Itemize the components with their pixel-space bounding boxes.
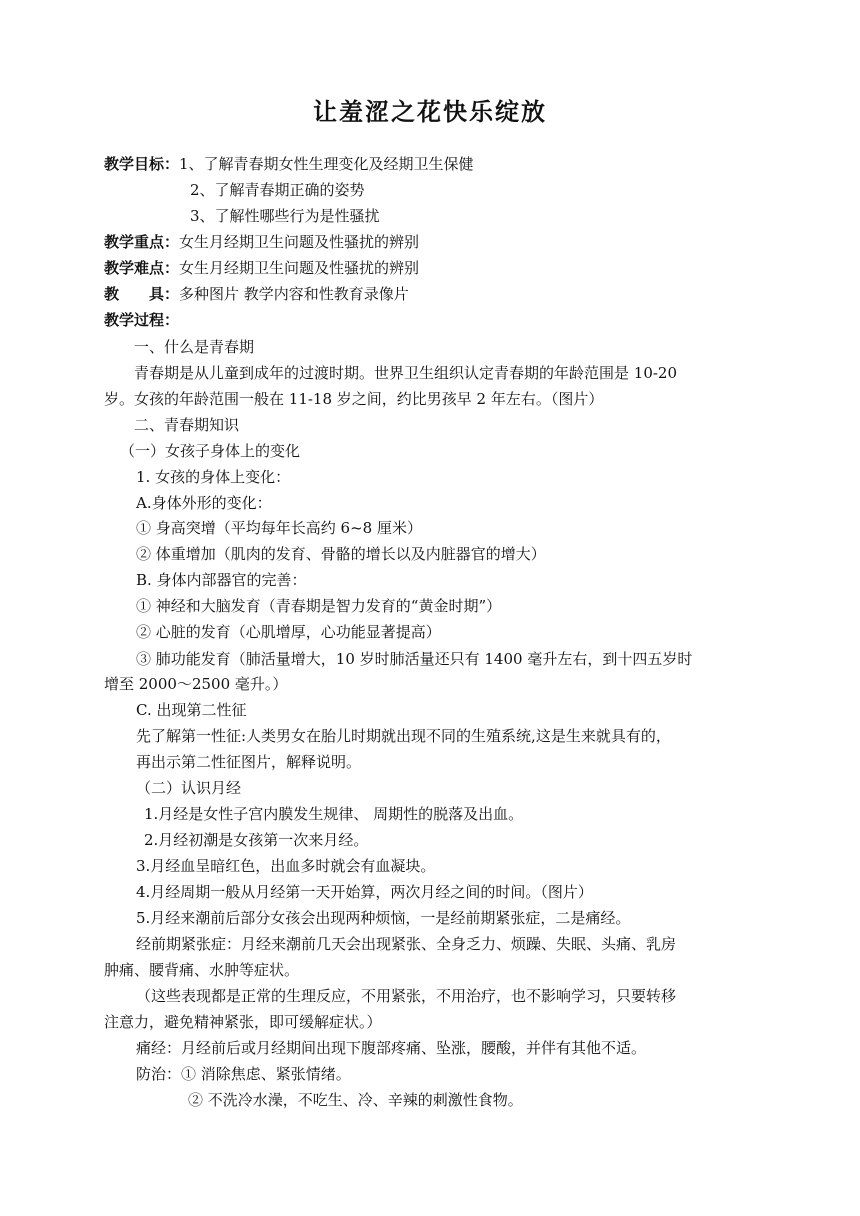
goal-item: 2、了解青春期正确的姿势 [190, 181, 365, 199]
body-line: 注意力，避免精神紧张，即可缓解症状。） [104, 1013, 382, 1031]
body-line: ① 神经和大脑发育（青春期是智力发育的“黄金时期”） [136, 597, 502, 615]
body-line: 防治：① 消除焦虑、紧张情绪。 [136, 1065, 351, 1083]
body-line: A.身体外形的变化： [136, 494, 272, 512]
body-line: ② 心脏的发育（心肌增厚，心功能显著提高） [136, 623, 441, 641]
tools-text: 多种图片 教学内容和性教育录像片 [179, 285, 409, 303]
tools-line [104, 284, 409, 304]
body-line: 二、青春期知识 [134, 416, 240, 434]
difficulty-label: 教学难点： [104, 259, 180, 277]
body-line: ② 体重增加（肌肉的发育、骨骼的增长以及内脏器官的增大） [136, 545, 546, 563]
goal-line-1 [104, 154, 474, 174]
difficulty-line [104, 258, 419, 278]
body-line: B. 身体内部器官的完善： [136, 571, 307, 589]
body-line: 4.月经周期一般从月经第一天开始算，两次月经之间的时间。（图片） [136, 883, 593, 901]
body-line: 经前期紧张症：月经来潮前几天会出现紧张、全身乏力、烦躁、失眠、头痛、乳房 [136, 935, 677, 953]
body-line: C. 出现第二性征 [136, 701, 247, 719]
body-line: 3.月经血呈暗红色，出血多时就会有血凝块。 [136, 857, 436, 875]
body-line: （这些表现都是正常的生理反应，不用紧张，不用治疗，也不影响学习，只要转移 [136, 987, 677, 1005]
body-line: 1.月经是女性子宫内膜发生规律、 周期性的脱落及出血。 [144, 805, 524, 823]
body-line: 2.月经初潮是女孩第一次来月经。 [144, 831, 369, 849]
body-line: 1. 女孩的身体上变化： [136, 468, 291, 486]
goal-item: 3、了解性哪些行为是性骚扰 [190, 207, 380, 225]
body-line: ② 不洗冷水澡，不吃生、冷、辛辣的刺激性食物。 [188, 1091, 523, 1109]
body-line: 岁。女孩的年龄范围一般在 11-18 岁之间，约比男孩早 2 年左右。（图片） [104, 390, 604, 408]
body-line: 青春期是从儿童到成年的过渡时期。世界卫生组织认定青春期的年龄范围是 10-20 [134, 364, 678, 382]
body-line: 再出示第二性征图片，解释说明。 [136, 753, 362, 771]
body-line: 一、什么是青春期 [134, 338, 255, 356]
body-line: ① 身高突增（平均每年长高约 6~8 厘米） [136, 519, 422, 537]
body-line: （一）女孩子身体上的变化 [120, 442, 301, 460]
process-label: 教学过程： [104, 311, 180, 329]
body-line: 先了解第一性征:人类男女在胎儿时期就出现不同的生殖系统,这是生来就具有的， [136, 727, 671, 745]
body-line: ③ 肺功能发育（肺活量增大，10 岁时肺活量还只有 1400 毫升左右，到十四五岁时 [136, 650, 693, 668]
goal-label: 教学目标： [104, 155, 180, 173]
focus-line [104, 232, 419, 252]
body-line: （二）认识月经 [136, 779, 242, 797]
focus-label: 教学重点： [104, 233, 180, 251]
tools-label: 教 具： [104, 285, 180, 303]
body-line: 肿痛、腰背痛、水肿等症状。 [104, 961, 300, 979]
page-title: 让羞涩之花快乐绽放 [313, 97, 547, 126]
focus-text: 女生月经期卫生问题及性骚扰的辨别 [179, 233, 420, 251]
goal-item: 1、了解青春期女性生理变化及经期卫生保健 [179, 155, 474, 173]
body-line: 增至 2000～2500 毫升。） [104, 675, 288, 693]
body-line: 5.月经来潮前后部分女孩会出现两种烦恼，一是经前期紧张症，二是痛经。 [136, 909, 631, 927]
difficulty-text: 女生月经期卫生问题及性骚扰的辨别 [179, 259, 420, 277]
body-line: 痛经：月经前后或月经期间出现下腹部疼痛、坠涨，腰酸，并伴有其他不适。 [136, 1039, 647, 1057]
